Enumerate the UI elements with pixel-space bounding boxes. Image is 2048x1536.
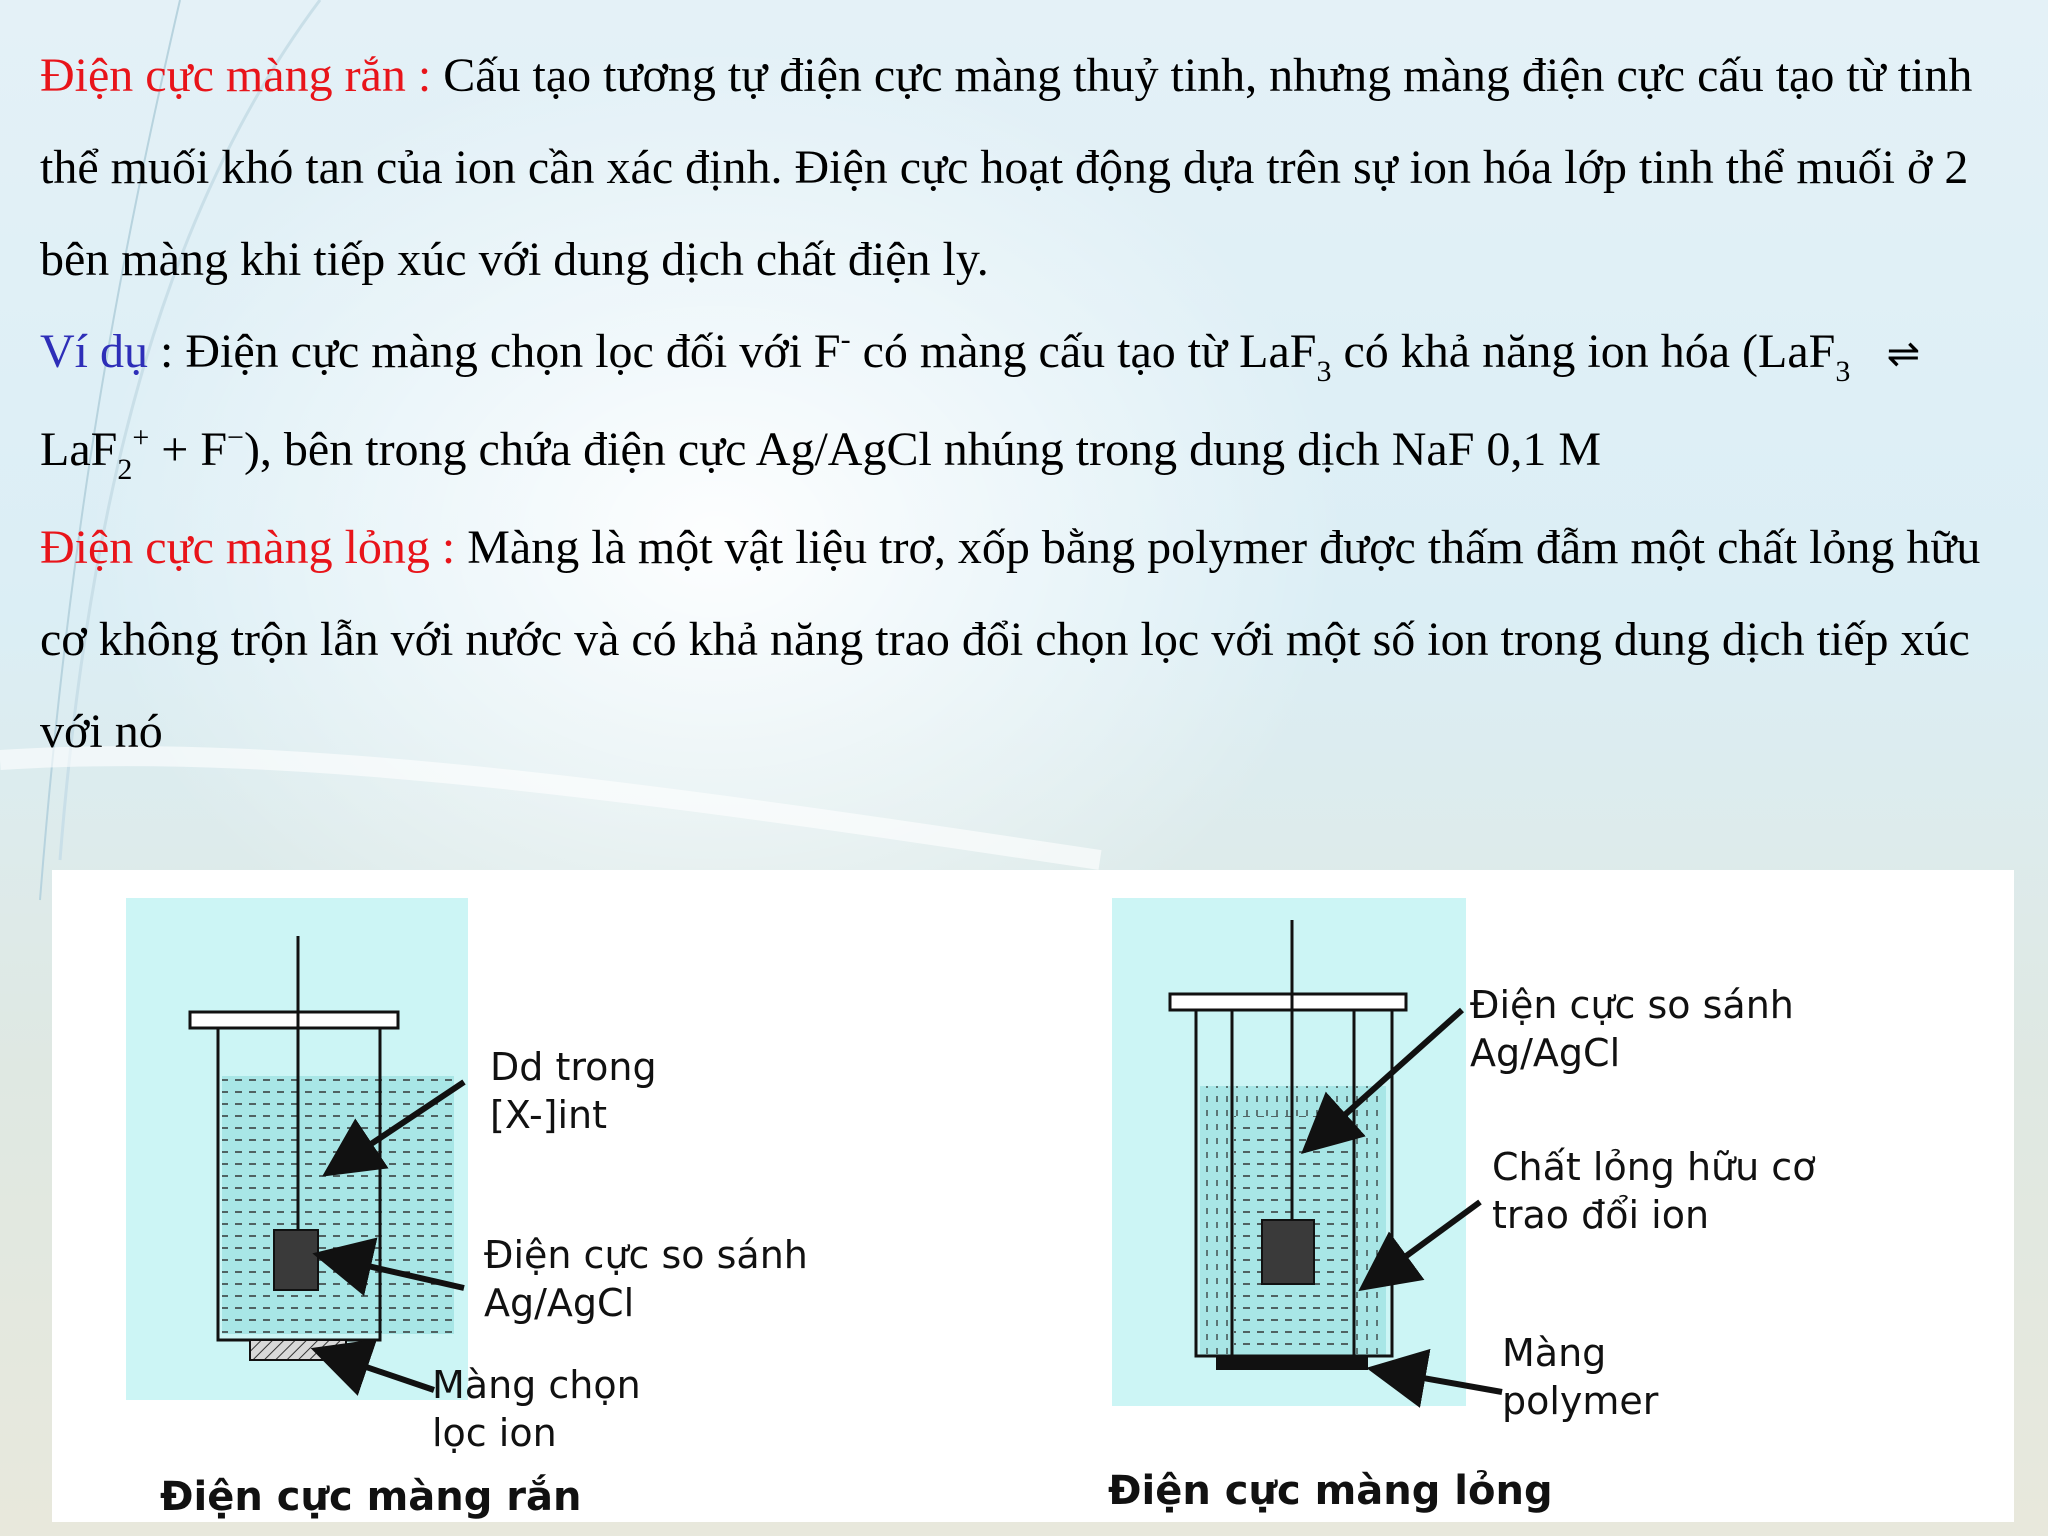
subscript-3b: 3 [1835,355,1851,388]
left-cap [190,1012,398,1028]
right-polymer-membrane [1216,1356,1368,1370]
liquid-membrane-description: Màng là một vật liệu trơ, xốp bằng polymer được thấm đẫm một chất lỏng hữu cơ không trộn lẫn với nước và có khả năng trao đổi chọn lọc với một số ion trong dung dịch tiếp xúc với nó [40,521,1981,758]
paragraph-liquid-membrane [40,502,2030,778]
example-text-1: : Điện cực màng chọn lọc đối với F [148,325,841,378]
label-ref-right-2: Ag/AgCl [1470,1031,1621,1075]
example-text-3: có khả năng ion hóa (LaF [1331,325,1836,378]
example-text-2: có màng cấu tạo từ LaF [850,325,1317,378]
label-ref-left-1: Điện cực so sánh [484,1233,808,1277]
label-ref-left-2: Ag/AgCl [484,1281,635,1325]
left-liquid-lower [222,1212,454,1334]
paragraph-example [40,306,2030,502]
right-reference-electrode [1262,1220,1314,1284]
example-text-6: ), bên trong chứa điện cực Ag/AgCl nhúng trong dung dịch NaF 0,1 M [243,423,1602,476]
label-dd-trong: Dd trong [490,1045,657,1089]
superscript-minus: - [840,323,851,356]
left-liquid-upper [222,1076,454,1212]
caption-solid-membrane: Điện cực màng rắn [160,1474,582,1520]
electrode-diagram-figure [52,870,2014,1522]
subscript-2: 2 [117,453,133,486]
liquid-membrane-electrode-diagram [1108,898,1815,1514]
label-mem-right-1: Màng [1502,1331,1607,1375]
label-mem-left-2: lọc ion [432,1411,557,1455]
example-text-5: + F [149,423,228,476]
term-solid-membrane: Điện cực màng rắn : [40,49,432,102]
equilibrium-arrow-icon: ⇌ [1886,331,1921,376]
term-example: Ví dụ [40,325,148,378]
slide-text [40,30,2030,778]
label-x-int: [X-]int [490,1093,608,1137]
label-liquid-2: trao đổi ion [1492,1193,1710,1237]
example-text-4: LaF [40,423,118,476]
label-mem-right-2: polymer [1502,1379,1659,1423]
label-ref-right-1: Điện cực so sánh [1470,983,1794,1027]
label-liquid-1: Chất lỏng hữu cơ [1492,1145,1816,1189]
label-mem-left-1: Màng chọn [432,1363,641,1407]
solid-membrane-electrode-diagram [126,898,808,1520]
left-reference-electrode [274,1230,318,1290]
electrode-diagrams-svg [52,870,2014,1522]
solid-membrane-description: Cấu tạo tương tự điện cực màng thuỷ tinh, nhưng màng điện cực cấu tạo từ tinh thể muối khó tan của ion cần xác định. Điện cực hoạt động dựa trên sự ion hóa lớp tinh thể muối ở 2 bên màng khi tiếp xúc với dung dịch chất điện ly. [40,49,1973,286]
subscript-3: 3 [1316,355,1332,388]
superscript-minus-2: − [227,421,244,454]
paragraph-solid-membrane [40,30,2030,306]
caption-liquid-membrane: Điện cực màng lỏng [1108,1468,1553,1514]
right-cap [1170,994,1406,1010]
term-liquid-membrane: Điện cực màng lỏng : [40,521,456,574]
superscript-plus: + [132,421,150,454]
